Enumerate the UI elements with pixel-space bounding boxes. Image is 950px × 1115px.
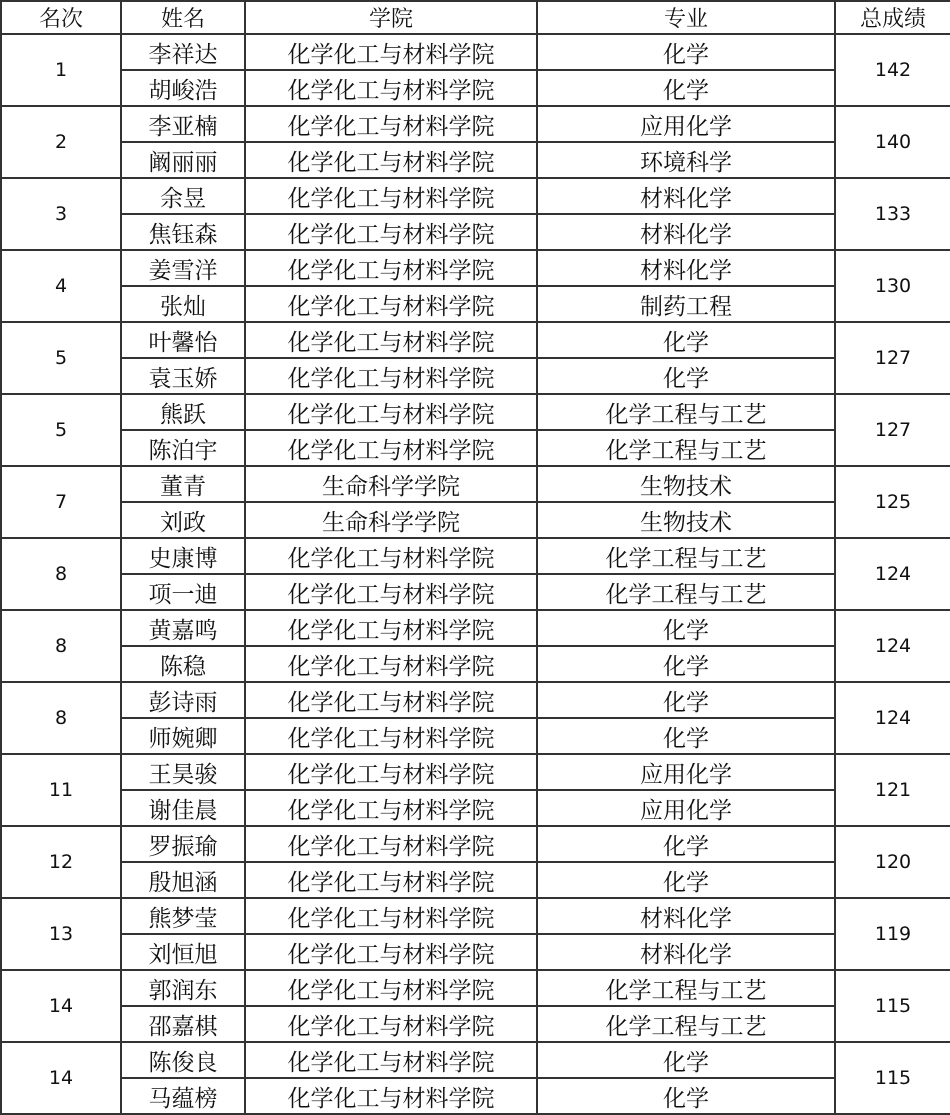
rank-cell: 13 [1,898,121,970]
college-cell: 化学化工与材料学院 [245,430,537,466]
rank-cell: 12 [1,826,121,898]
header-name: 姓名 [121,1,245,34]
college-cell: 化学化工与材料学院 [245,862,537,898]
table-row [1,394,950,430]
major-cell: 化学工程与工艺 [537,1006,835,1042]
table-row [1,286,950,322]
college-cell: 化学化工与材料学院 [245,682,537,718]
college-cell: 化学化工与材料学院 [245,826,537,862]
name-cell: 邵嘉棋 [121,1006,245,1042]
major-cell: 化学 [537,646,835,682]
name-cell: 陈俊良 [121,1042,245,1078]
major-cell: 化学 [537,826,835,862]
rank-cell: 1 [1,34,121,106]
table-row [1,214,950,250]
rank-cell: 14 [1,970,121,1042]
name-cell: 胡峻浩 [121,70,245,106]
college-cell: 化学化工与材料学院 [245,610,537,646]
score-cell: 124 [835,610,950,682]
table-row [1,430,950,466]
major-cell: 化学工程与工艺 [537,574,835,610]
name-cell: 谢佳晨 [121,790,245,826]
major-cell: 制药工程 [537,286,835,322]
rank-cell: 8 [1,538,121,610]
name-cell: 阚丽丽 [121,142,245,178]
score-cell: 133 [835,178,950,250]
college-cell: 生命科学学院 [245,466,537,502]
table-row [1,502,950,538]
name-cell: 殷旭涵 [121,862,245,898]
name-cell: 姜雪洋 [121,250,245,286]
rank-cell: 5 [1,322,121,394]
name-cell: 史康博 [121,538,245,574]
table-row [1,790,950,826]
major-cell: 材料化学 [537,214,835,250]
table-body [1,34,950,1114]
score-cell: 140 [835,106,950,178]
major-cell: 化学 [537,718,835,754]
name-cell: 焦钰森 [121,214,245,250]
major-cell: 化学工程与工艺 [537,430,835,466]
score-cell: 127 [835,322,950,394]
major-cell: 化学 [537,322,835,358]
name-cell: 黄嘉鸣 [121,610,245,646]
score-cell: 120 [835,826,950,898]
table-row [1,178,950,214]
name-cell: 罗振瑜 [121,826,245,862]
college-cell: 化学化工与材料学院 [245,1042,537,1078]
score-cell: 125 [835,466,950,538]
college-cell: 化学化工与材料学院 [245,286,537,322]
name-cell: 刘政 [121,502,245,538]
college-cell: 化学化工与材料学院 [245,934,537,970]
major-cell: 化学 [537,358,835,394]
name-cell: 刘恒旭 [121,934,245,970]
table-row [1,538,950,574]
score-cell: 115 [835,1042,950,1114]
rank-cell: 2 [1,106,121,178]
rank-cell: 7 [1,466,121,538]
score-cell: 142 [835,34,950,106]
major-cell: 应用化学 [537,754,835,790]
college-cell: 化学化工与材料学院 [245,790,537,826]
college-cell: 化学化工与材料学院 [245,1006,537,1042]
table-row [1,1042,950,1078]
header-score: 总成绩 [835,1,950,34]
table-row [1,70,950,106]
table-row [1,106,950,142]
college-cell: 生命科学学院 [245,502,537,538]
college-cell: 化学化工与材料学院 [245,106,537,142]
table-row [1,1078,950,1114]
name-cell: 余昱 [121,178,245,214]
name-cell: 王昊骏 [121,754,245,790]
table-row [1,682,950,718]
major-cell: 化学 [537,1042,835,1078]
score-cell: 130 [835,250,950,322]
college-cell: 化学化工与材料学院 [245,70,537,106]
major-cell: 材料化学 [537,898,835,934]
major-cell: 化学 [537,34,835,70]
name-cell: 郭润东 [121,970,245,1006]
name-cell: 叶馨怡 [121,322,245,358]
college-cell: 化学化工与材料学院 [245,898,537,934]
score-cell: 127 [835,394,950,466]
major-cell: 环境科学 [537,142,835,178]
major-cell: 化学 [537,862,835,898]
score-cell: 115 [835,970,950,1042]
score-cell: 124 [835,682,950,754]
table-row [1,34,950,70]
table-row [1,574,950,610]
table-row [1,250,950,286]
name-cell: 张灿 [121,286,245,322]
rank-cell: 11 [1,754,121,826]
name-cell: 李亚楠 [121,106,245,142]
table-row [1,826,950,862]
table-row [1,970,950,1006]
college-cell: 化学化工与材料学院 [245,358,537,394]
table-row [1,358,950,394]
rank-cell: 4 [1,250,121,322]
college-cell: 化学化工与材料学院 [245,250,537,286]
table-row [1,610,950,646]
header-row [1,1,950,34]
college-cell: 化学化工与材料学院 [245,718,537,754]
name-cell: 陈稳 [121,646,245,682]
name-cell: 师婉卿 [121,718,245,754]
table-row [1,934,950,970]
name-cell: 马蕴榜 [121,1078,245,1114]
major-cell: 应用化学 [537,790,835,826]
college-cell: 化学化工与材料学院 [245,754,537,790]
college-cell: 化学化工与材料学院 [245,214,537,250]
table-row [1,718,950,754]
major-cell: 化学 [537,682,835,718]
college-cell: 化学化工与材料学院 [245,970,537,1006]
major-cell: 材料化学 [537,934,835,970]
major-cell: 材料化学 [537,178,835,214]
major-cell: 化学工程与工艺 [537,538,835,574]
college-cell: 化学化工与材料学院 [245,142,537,178]
rank-cell: 3 [1,178,121,250]
name-cell: 熊跃 [121,394,245,430]
table-row [1,646,950,682]
table-row [1,898,950,934]
table-row [1,466,950,502]
major-cell: 生物技术 [537,466,835,502]
major-cell: 应用化学 [537,106,835,142]
name-cell: 彭诗雨 [121,682,245,718]
major-cell: 化学工程与工艺 [537,394,835,430]
header-rank: 名次 [1,1,121,34]
table-row [1,754,950,790]
major-cell: 化学 [537,610,835,646]
college-cell: 化学化工与材料学院 [245,646,537,682]
major-cell: 化学 [537,1078,835,1114]
name-cell: 董青 [121,466,245,502]
college-cell: 化学化工与材料学院 [245,1078,537,1114]
table-row [1,862,950,898]
table-row [1,1006,950,1042]
name-cell: 李祥达 [121,34,245,70]
score-cell: 121 [835,754,950,826]
table-row [1,142,950,178]
name-cell: 袁玉娇 [121,358,245,394]
name-cell: 熊梦莹 [121,898,245,934]
name-cell: 陈泊宇 [121,430,245,466]
college-cell: 化学化工与材料学院 [245,34,537,70]
score-cell: 124 [835,538,950,610]
rank-cell: 5 [1,394,121,466]
major-cell: 生物技术 [537,502,835,538]
college-cell: 化学化工与材料学院 [245,394,537,430]
rank-cell: 8 [1,682,121,754]
score-cell: 119 [835,898,950,970]
header-major: 专业 [537,1,835,34]
major-cell: 材料化学 [537,250,835,286]
college-cell: 化学化工与材料学院 [245,178,537,214]
rank-cell: 8 [1,610,121,682]
rank-cell: 14 [1,1042,121,1114]
major-cell: 化学工程与工艺 [537,970,835,1006]
table-row [1,322,950,358]
college-cell: 化学化工与材料学院 [245,322,537,358]
header-college: 学院 [245,1,537,34]
college-cell: 化学化工与材料学院 [245,538,537,574]
major-cell: 化学 [537,70,835,106]
name-cell: 项一迪 [121,574,245,610]
college-cell: 化学化工与材料学院 [245,574,537,610]
